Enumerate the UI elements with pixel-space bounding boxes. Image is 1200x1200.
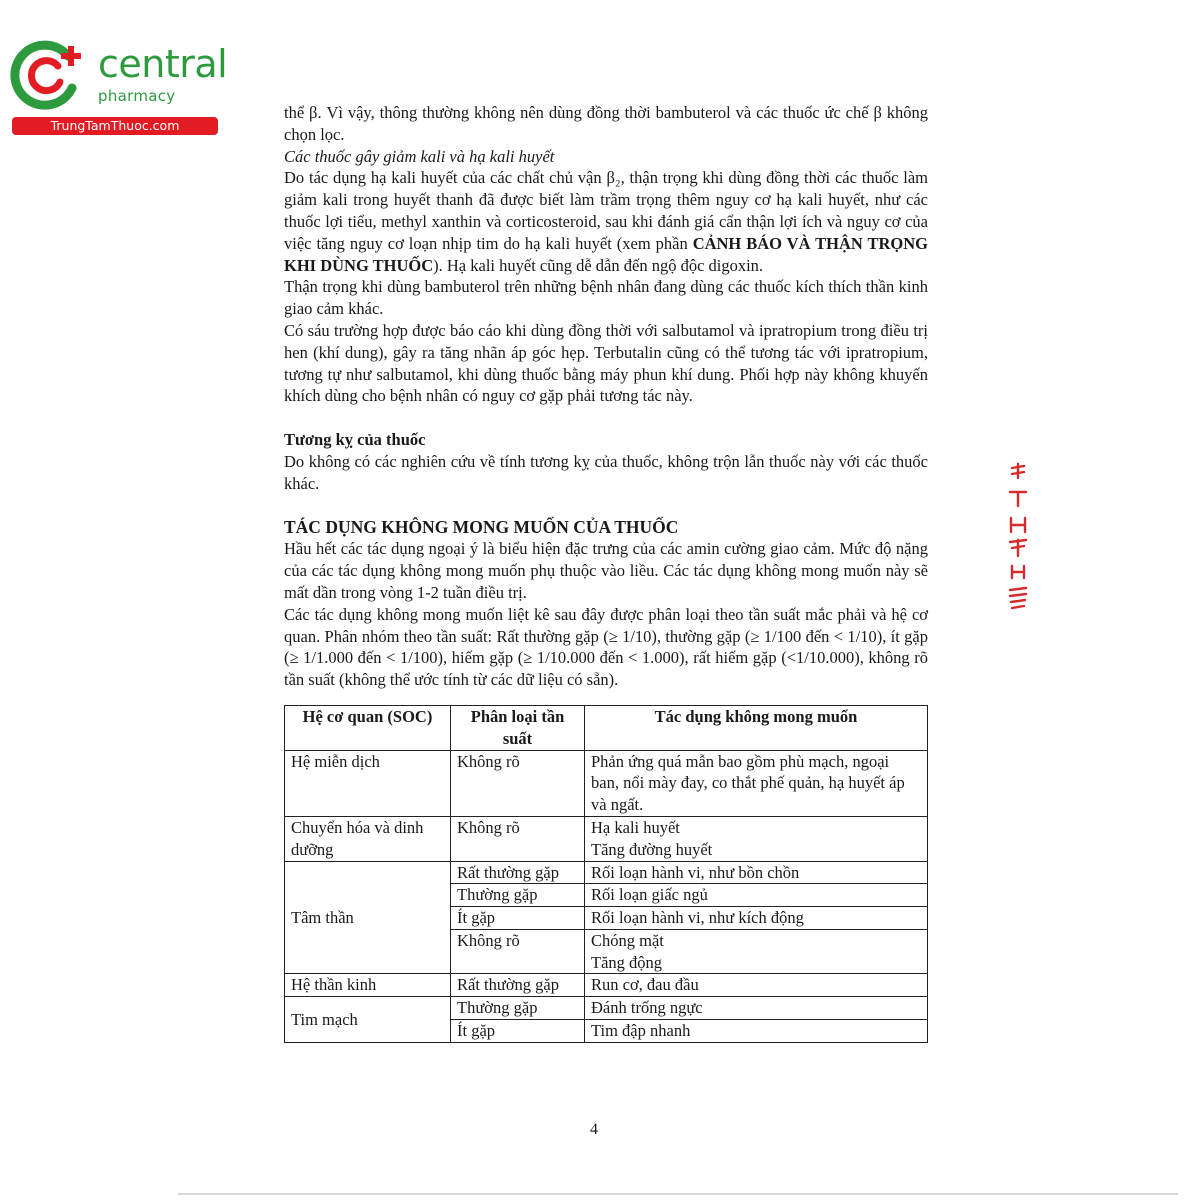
soc-cell: Tim mạch bbox=[285, 997, 451, 1043]
section-heading: Tương kỵ của thuốc bbox=[284, 430, 426, 450]
logo-sub: pharmacy bbox=[98, 87, 176, 105]
frequency-cell: Không rõ bbox=[451, 929, 585, 974]
red-stamp-fragment-icon bbox=[1006, 462, 1030, 622]
effect-cell: Đánh trống ngực bbox=[585, 997, 928, 1020]
section-title: TÁC DỤNG KHÔNG MONG MUỐN CỦA THUỐC bbox=[284, 516, 679, 537]
soc-cell: Hệ thần kinh bbox=[285, 974, 451, 997]
effect-cell bbox=[585, 929, 928, 974]
table-row bbox=[285, 816, 928, 861]
effect-line: Tăng đường huyết bbox=[591, 839, 713, 859]
soc-cell: Hệ miễn dịch bbox=[285, 750, 451, 816]
document-body bbox=[284, 102, 928, 1043]
paragraph: Có sáu trường hợp được báo cáo khi dùng đồng thời với salbutamol và ipratropium trong điều trị hen (khí dung), gây ra tăng nhãn áp góc hẹp. Terbutalin cũng có thể tương tác với ipratropium, tương tự như salbutamol, khi dùng thuốc bằng máy phun khí dung. Phối hợp này không khuyến khích dùng cho bệnh nhân có nguy cơ gặp phải tương tác này. bbox=[284, 320, 928, 406]
frequency-cell: Ít gặp bbox=[451, 1020, 585, 1043]
paragraph: Thận trọng khi dùng bambuterol trên những bệnh nhân đang dùng các thuốc kích thích thần kinh giao cảm khác. bbox=[284, 277, 928, 319]
frequency-cell: Rất thường gặp bbox=[451, 861, 585, 884]
effect-line: Hạ kali huyết bbox=[591, 817, 680, 837]
text-span: ). Hạ kali huyết cũng dễ dẫn đến ngộ độc digoxin. bbox=[433, 255, 764, 275]
effect-cell: Tim đập nhanh bbox=[585, 1020, 928, 1043]
frequency-cell: Thường gặp bbox=[451, 997, 585, 1020]
page-edge-line bbox=[178, 1193, 1178, 1195]
frequency-cell: Thường gặp bbox=[451, 884, 585, 907]
effect-cell: Phản ứng quá mẫn bao gồm phù mạch, ngoại ban, nổi mày đay, co thắt phế quản, hạ huyết áp và ngất. bbox=[585, 750, 928, 816]
effect-cell bbox=[585, 816, 928, 861]
paragraph: Hầu hết các tác dụng ngoại ý là biểu hiện đặc trưng của các amin cường giao cảm. Mức độ nặng của các tác dụng không mong muốn phụ thuộc vào liều. Các tác dụng không mong muốn này sẽ mất dần trong vòng 1-2 tuần điều trị. bbox=[284, 539, 928, 602]
soc-cell: Tâm thần bbox=[285, 861, 451, 974]
paragraph: Các tác dụng không mong muốn liệt kê sau đây được phân loại theo tần suất mắc phải và hệ cơ quan. Phân nhóm theo tần suất: Rất thường gặp (≥ 1/10), thường gặp (≥ 1/100 đến < 1/10), ít gặp (≥ 1/1.000 đến < 1/100), hiếm gặp (≥ 1/10.000 đến < 1.000), rất hiếm gặp (<1/10.000), không rõ tần suất (không thể ước tính từ các dữ liệu có sẵn). bbox=[284, 604, 928, 690]
subheading-italic: Các thuốc gây giảm kali và hạ kali huyết bbox=[284, 146, 555, 166]
adverse-effects-table bbox=[284, 705, 928, 1043]
pharmacy-logo-icon bbox=[10, 38, 90, 110]
frequency-cell: Không rõ bbox=[451, 816, 585, 861]
paragraph: Do không có các nghiên cứu về tính tương kỵ của thuốc, không trộn lẫn thuốc này với các thuốc khác. bbox=[284, 451, 928, 493]
effect-cell: Run cơ, đau đầu bbox=[585, 974, 928, 997]
effect-line: Tăng động bbox=[591, 952, 663, 972]
logo-url-link[interactable]: TrungTamThuoc.com bbox=[12, 117, 218, 135]
column-header: Hệ cơ quan (SOC) bbox=[285, 705, 451, 750]
central-pharmacy-logo[interactable] bbox=[10, 38, 228, 138]
cross-reference: CẢNH BÁO VÀ THẬN TRỌNG KHI DÙNG THUỐC bbox=[284, 233, 928, 275]
paragraph: thể β. Vì vậy, thông thường không nên dùng đồng thời bambuterol và các thuốc ức chế β không chọn lọc. bbox=[284, 103, 928, 144]
effect-cell: Rối loạn hành vi, như kích động bbox=[585, 907, 928, 930]
paragraph bbox=[284, 167, 928, 276]
effect-cell: Rối loạn giấc ngủ bbox=[585, 884, 928, 907]
column-header: Tác dụng không mong muốn bbox=[585, 705, 928, 750]
table-row bbox=[285, 974, 928, 997]
page-number: 4 bbox=[590, 1121, 598, 1138]
frequency-cell: Rất thường gặp bbox=[451, 974, 585, 997]
frequency-cell: Ít gặp bbox=[451, 907, 585, 930]
text-span: Do tác dụng hạ kali huyết của các chất chủ vận β₂, thận trọng khi dùng đồng thời các thuốc làm giảm kali trong huyết thanh đã được biết làm trầm trọng thêm nguy cơ hạ kali huyết, như các thuốc lợi tiểu, methyl xanthin và corticosteroid, sau khi đánh giá cẩn thận lợi ích và nguy cơ của việc tăng nguy cơ loạn nhịp tim do hạ kali huyết (xem phần bbox=[284, 168, 928, 253]
table-row bbox=[285, 750, 928, 816]
effect-line: Chóng mặt bbox=[591, 930, 664, 950]
soc-cell: Chuyển hóa và dinh dưỡng bbox=[285, 816, 451, 861]
logo-name: central bbox=[98, 42, 228, 86]
effect-cell: Rối loạn hành vi, như bồn chồn bbox=[585, 861, 928, 884]
table-header-row bbox=[285, 705, 928, 750]
table-row bbox=[285, 997, 928, 1020]
frequency-cell: Không rõ bbox=[451, 750, 585, 816]
table-row bbox=[285, 861, 928, 884]
column-header: Phân loại tần suất bbox=[451, 705, 585, 750]
